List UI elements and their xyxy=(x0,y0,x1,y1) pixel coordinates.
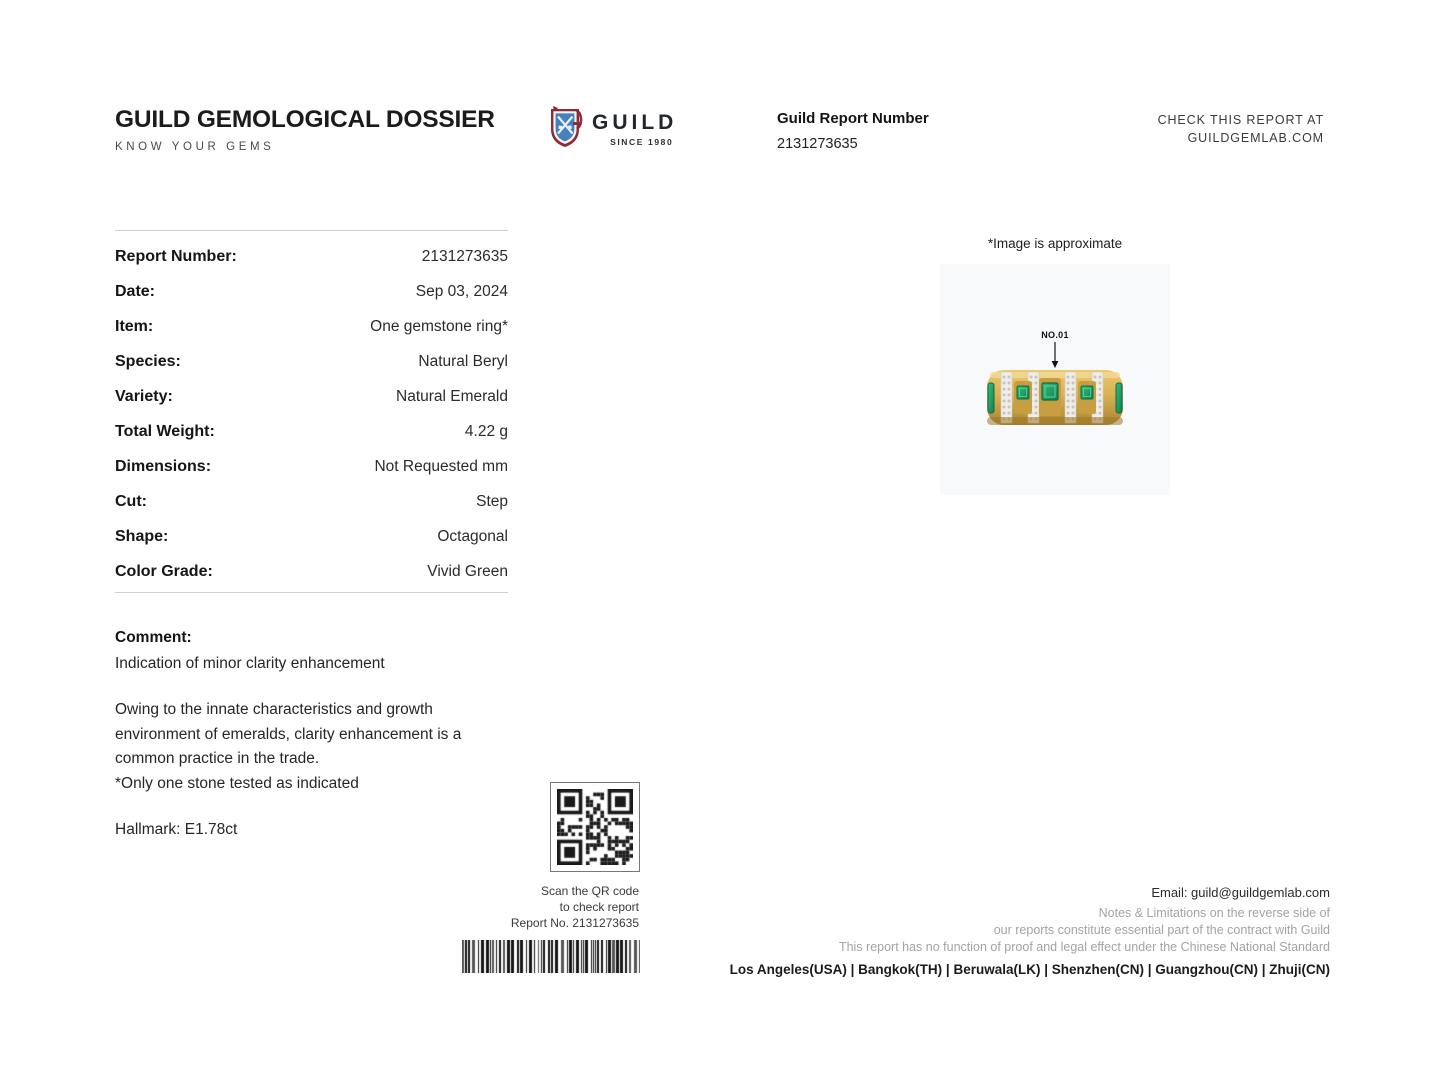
qr-caption-line1: Scan the QR code xyxy=(540,884,639,898)
field-label: Color Grade: xyxy=(115,562,213,580)
qr-code xyxy=(550,782,640,872)
spacer xyxy=(115,796,500,818)
ring-image xyxy=(982,322,1128,437)
table-row xyxy=(115,379,508,414)
field-label: Report Number: xyxy=(115,247,237,265)
field-label: Item: xyxy=(115,317,154,335)
guild-shield-icon xyxy=(549,105,583,149)
page-title: GUILD GEMOLOGICAL DOSSIER xyxy=(115,106,495,133)
table-row xyxy=(115,344,508,379)
check-report-line1: CHECK THIS REPORT AT xyxy=(1157,113,1324,127)
brand-block xyxy=(115,106,495,153)
barcode xyxy=(462,940,640,973)
check-report-url: GUILDGEMLAB.COM xyxy=(1187,131,1324,145)
stone-number-label: NO.01 xyxy=(1041,330,1069,340)
spec-table xyxy=(115,230,508,593)
field-label: Variety: xyxy=(115,387,173,405)
table-row xyxy=(115,274,508,309)
footer-locations: Los Angeles(USA) | Bangkok(TH) | Beruwala(LK) | Shenzhen(CN) | Guangzhou(CN) | Zhuji(CN) xyxy=(729,962,1330,977)
field-value: Octagonal xyxy=(437,527,508,545)
field-value: One gemstone ring* xyxy=(370,317,508,335)
table-row xyxy=(115,519,508,554)
field-value: Natural Beryl xyxy=(418,352,508,370)
comment-section xyxy=(115,626,500,843)
field-label: Date: xyxy=(115,282,156,300)
comment-note: *Only one stone tested as indicated xyxy=(115,774,359,792)
table-row xyxy=(115,239,508,274)
table-row xyxy=(115,414,508,449)
field-label: Cut: xyxy=(115,492,147,510)
field-value: Vivid Green xyxy=(427,562,508,580)
comment-line1: Indication of minor clarity enhancement xyxy=(115,654,385,672)
field-label: Species: xyxy=(115,352,181,370)
comment-hallmark: Hallmark: E1.78ct xyxy=(115,821,238,838)
qr-caption-line2: to check report xyxy=(559,900,639,914)
footer-email: Email: guild@guildgemlab.com xyxy=(1151,885,1330,900)
logo-wordmark xyxy=(592,105,677,147)
field-value: 4.22 g xyxy=(464,422,508,440)
field-value: 2131273635 xyxy=(421,247,508,265)
item-photo xyxy=(940,264,1170,495)
field-value: Sep 03, 2024 xyxy=(415,282,508,300)
field-label: Shape: xyxy=(115,527,169,545)
qr-caption xyxy=(511,883,639,931)
emerald-center xyxy=(1039,378,1061,416)
emerald-right xyxy=(1078,381,1096,414)
table-row xyxy=(115,449,508,484)
footer-note-1: Notes & Limitations on the reverse side of xyxy=(1098,906,1330,920)
report-number-label: Guild Report Number xyxy=(777,110,929,127)
field-value: Not Requested mm xyxy=(374,457,508,475)
field-value: Natural Emerald xyxy=(396,387,508,405)
field-label: Total Weight: xyxy=(115,422,215,440)
table-row xyxy=(115,484,508,519)
report-number-block xyxy=(777,110,929,152)
comment-label: Comment: xyxy=(115,629,192,646)
qr-code-canvas xyxy=(557,789,633,865)
footer xyxy=(730,885,1330,977)
report-number-value: 2131273635 xyxy=(777,136,858,152)
footer-note-2: our reports constitute essential part of the contract with Guild xyxy=(993,923,1330,937)
spacer xyxy=(115,676,500,698)
table-row xyxy=(115,554,508,589)
table-row xyxy=(115,309,508,344)
comment-paragraph: Owing to the innate characteristics and growth environment of emeralds, clarity enhancement is a common practice in the trade. xyxy=(115,701,462,767)
field-label: Dimensions: xyxy=(115,457,212,475)
footer-note-3: This report has no function of proof and legal effect under the Chinese National Standard xyxy=(838,940,1330,954)
photo-caption: *Image is approximate xyxy=(987,236,1123,251)
field-value: Step xyxy=(476,492,508,510)
emerald-left xyxy=(1014,381,1032,414)
check-report-block xyxy=(1158,111,1324,147)
guild-logo xyxy=(549,105,677,149)
logo-since: SINCE 1980 xyxy=(610,137,674,147)
qr-caption-report-no: Report No. 2131273635 xyxy=(510,916,639,930)
page-subtitle: KNOW YOUR GEMS xyxy=(115,141,275,153)
logo-name: GUILD xyxy=(592,111,678,134)
